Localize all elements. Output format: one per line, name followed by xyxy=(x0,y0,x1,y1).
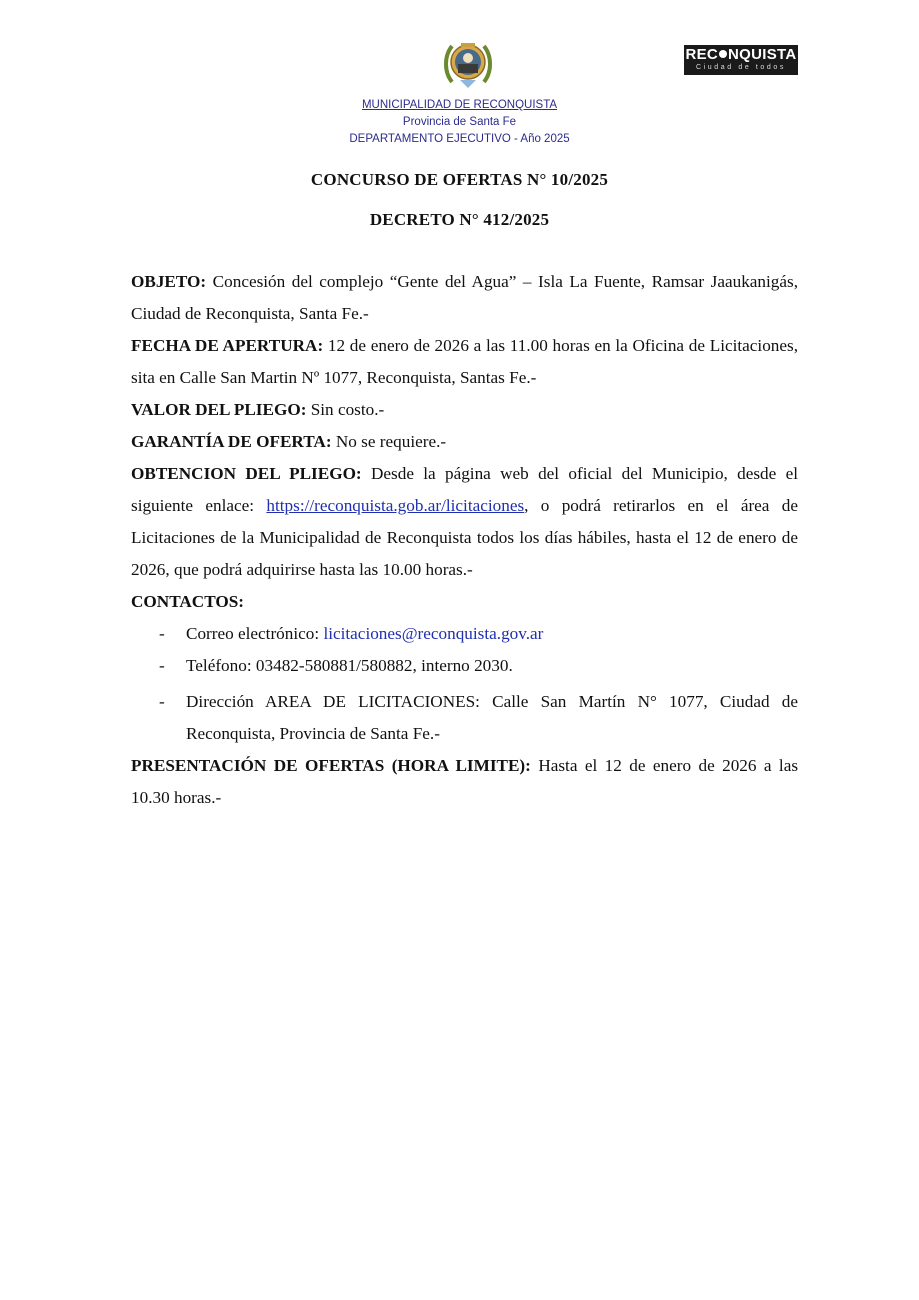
objeto-paragraph xyxy=(131,266,798,330)
garantia-text: No se requiere.- xyxy=(335,432,447,451)
objeto-text: Concesión del complejo “Gente del Agua” – Isla La Fuente, Ramsar Jaaukanigás, Ciudad de Reconquista, Santa Fe.- xyxy=(131,272,799,323)
reconquista-logo xyxy=(684,45,798,75)
presentacion-paragraph xyxy=(131,750,798,814)
garantia-label: GARANTÍA DE OFERTA: xyxy=(131,432,332,451)
apertura-paragraph xyxy=(131,330,798,394)
contacts-list xyxy=(131,618,798,750)
phone-text: Teléfono: 03482-580881/580882, interno 2030. xyxy=(186,656,513,675)
document-title: CONCURSO DE OFERTAS N° 10/2025 xyxy=(310,170,609,189)
presentacion-label: PRESENTACIÓN DE OFERTAS (HORA LIMITE): xyxy=(131,756,531,775)
obtencion-text-after: , o podrá retirarlos en el área de Licitaciones de la Municipalidad de Reconquista todos los días hábiles, hasta el 12 de enero de 2026, que podrá adquirirse hasta las 10.00 horas.- xyxy=(131,496,798,579)
bullet-dash: - xyxy=(159,692,165,711)
obtencion-label: OBTENCION DEL PLIEGO: xyxy=(131,464,362,483)
valor-text: Sin costo.- xyxy=(310,400,385,419)
document-body xyxy=(131,266,798,814)
obtencion-paragraph xyxy=(131,458,798,586)
obtencion-text-before: Desde la página web del oficial del Municipio, desde el siguiente enlace: xyxy=(131,464,799,515)
apertura-text: 12 de enero de 2026 a las 11.00 horas en la Oficina de Licitaciones, sita en Calle San Martin Nº 1077, Reconquista, Santas Fe.- xyxy=(131,336,798,387)
institution-header xyxy=(0,97,919,148)
apertura-label: FECHA DE APERTURA: xyxy=(131,336,324,355)
garantia-paragraph xyxy=(131,426,798,458)
email-label: Correo electrónico: xyxy=(186,624,320,643)
licitaciones-link[interactable]: https://reconquista.gob.ar/licitaciones xyxy=(266,496,525,515)
logo-tagline: Ciudad de todos xyxy=(696,64,786,71)
province-name: Provincia de Santa Fe xyxy=(402,116,517,128)
list-item xyxy=(131,686,798,750)
contactos-label: CONTACTOS: xyxy=(131,592,245,611)
decree-number: DECRETO N° 412/2025 xyxy=(369,210,550,229)
list-item xyxy=(131,650,798,682)
logo-wordmark: REC NQUISTA xyxy=(685,46,797,63)
municipality-name: MUNICIPALIDAD DE RECONQUISTA xyxy=(361,99,558,111)
address-text: Dirección AREA DE LICITACIONES: Calle San Martín N° 1077, Ciudad de Reconquista, Provincia de Santa Fe.- xyxy=(186,692,798,743)
department-name: DEPARTAMENTO EJECUTIVO - Año 2025 xyxy=(349,133,570,145)
objeto-label: OBJETO: xyxy=(131,272,207,291)
bullet-dash: - xyxy=(159,624,165,643)
logo-dot-icon xyxy=(719,50,727,58)
bullet-dash: - xyxy=(159,656,165,675)
contactos-heading-paragraph xyxy=(131,586,798,618)
presentacion-text: Hasta el 12 de enero de 2026 a las 10.30 horas.- xyxy=(131,756,799,807)
email-link[interactable]: licitaciones@reconquista.gov.ar xyxy=(323,624,544,643)
valor-paragraph xyxy=(131,394,798,426)
list-item xyxy=(131,618,798,650)
valor-label: VALOR DEL PLIEGO: xyxy=(131,400,307,419)
municipal-seal-icon xyxy=(442,38,494,92)
